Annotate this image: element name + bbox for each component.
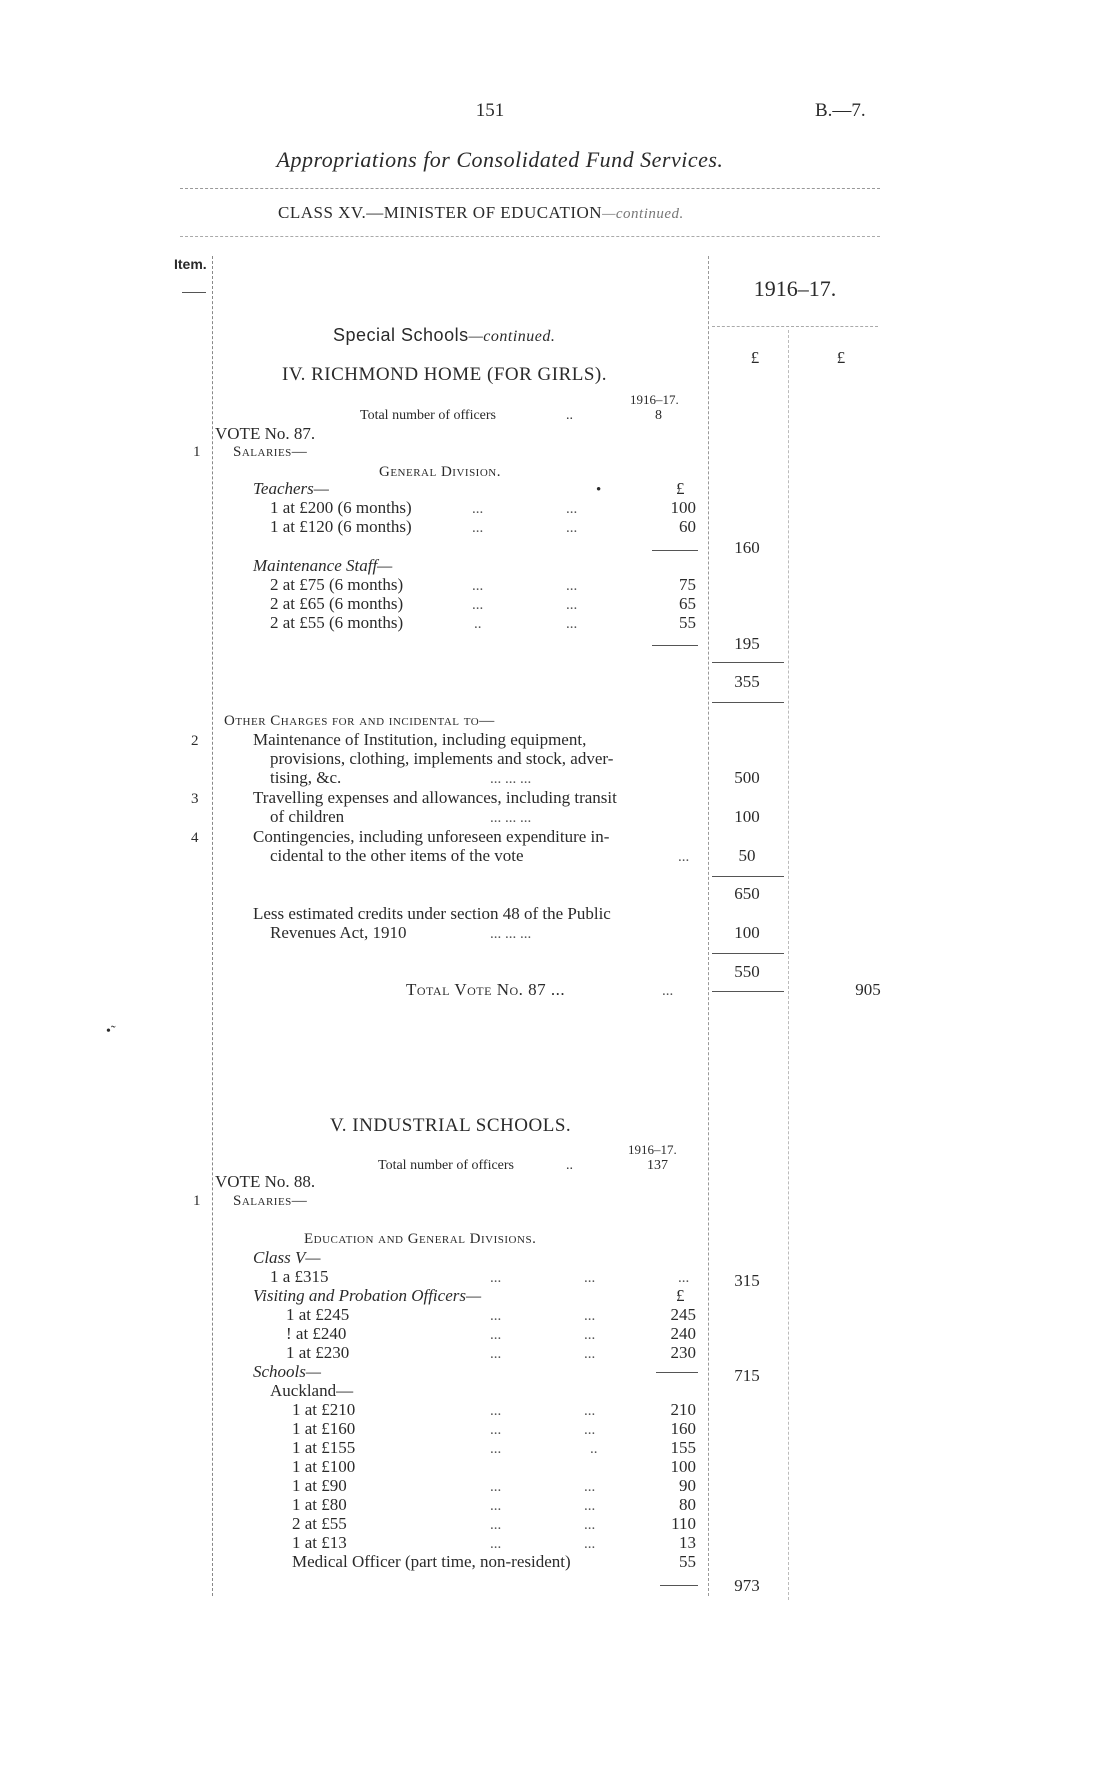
pound-column-1-header: £ [750,348,760,367]
auckland-row-7-dots-b: ... [584,1517,596,1533]
officers-dots-88: .. [566,1158,573,1173]
visiting-row-2-dots-b: ... [584,1327,596,1343]
item-number-3: 3 [191,791,199,807]
medical-officer-amount: 55 [679,1552,696,1571]
maintenance-row-1-dots-b: ... [566,578,578,594]
section-v-title: V. INDUSTRIAL SCHOOLS. [330,1115,572,1136]
class-v-row-label: 1 a £315 [270,1267,329,1286]
auckland-row-5-label: 1 at £90 [292,1476,347,1495]
less-credits-amount: 100 [734,923,760,942]
auckland-row-7-amount: 110 [671,1514,696,1533]
visiting-row-2-dots-a: ... [490,1327,502,1343]
net-charges-rule [712,953,784,954]
auckland-row-2-dots-a: ... [490,1422,502,1438]
teachers-pound-sign: £ [676,479,685,498]
vote-87-heading: VOTE No. 87. [215,424,316,443]
less-credits-line-1: Less estimated credits under section 48 of the Public [253,904,611,923]
auckland-row-5-dots-b: ... [584,1479,596,1495]
item-2-line-3: tising, &c. [270,768,342,787]
maintenance-row-1-amount: 75 [679,575,696,594]
auckland-row-8-label: 1 at £13 [292,1533,347,1552]
auckland-row-5-dots-a: ... [490,1479,502,1495]
item-2-dots: ... ... ... [490,771,532,787]
auckland-row-5-amount: 90 [679,1476,696,1495]
item-3-amount: 100 [734,807,760,826]
auckland-sum-rule [660,1585,698,1586]
class-rule [180,236,880,237]
item-number-1: 1 [193,444,201,460]
item-4-dots: ... [678,849,690,865]
visiting-pound-sign: £ [676,1286,685,1305]
visiting-sum-rule [656,1372,698,1373]
teacher-row-2-dots-b: ... [566,520,578,536]
class-v-row-dots-a: ... [490,1270,502,1286]
auckland-row-6-dots-b: ... [584,1498,596,1514]
item-column-header: Item. [174,256,207,272]
auckland-row-8-dots-b: ... [584,1536,596,1552]
officers-dots-87: .. [566,408,573,423]
maintenance-row-2-label: 2 at £65 (6 months) [270,594,404,613]
total-vote-87-amount: 905 [855,980,881,999]
visiting-row-2-amount: 240 [670,1324,696,1343]
item-number-1-vote-88: 1 [193,1193,201,1209]
auckland-row-1-dots-b: ... [584,1403,596,1419]
maintenance-row-3-dots-b: ... [566,616,578,632]
auckland-row-1-dots-a: ... [490,1403,502,1419]
visiting-row-3-label: 1 at £230 [286,1343,350,1362]
salaries-label-88: Salaries— [233,1193,308,1209]
auckland-row-3-label: 1 at £155 [292,1438,356,1457]
teacher-row-2-amount: 60 [679,517,696,536]
teacher-row-1-amount: 100 [670,498,696,517]
teachers-sum-rule [652,550,698,551]
vote-88-heading: VOTE No. 88. [215,1172,316,1191]
other-charges-heading: Other Charges for and incidental to— [224,713,495,729]
maintenance-total: 195 [734,634,760,653]
class-v-heading: Class V— [253,1248,321,1267]
teacher-row-2-label: 1 at £120 (6 months) [270,517,412,536]
total-vote-87-dots: ... [662,983,674,999]
maintenance-row-2-dots-a: ... [472,597,484,613]
officers-count-87: 8 [655,408,662,423]
teachers-bullet: • [596,482,602,498]
running-title: Appropriations for Consolidated Fund Services. [276,147,724,172]
visiting-row-3-amount: 230 [670,1343,696,1362]
special-schools-continued: —continued. [468,328,556,345]
maintenance-row-2-dots-b: ... [566,597,578,613]
auckland-row-3-dots-a: ... [490,1441,502,1457]
class-v-row-dots-b: ... [584,1270,596,1286]
class-continued: —continued. [602,206,684,222]
item-number-2: 2 [191,733,199,749]
maintenance-row-3-amount: 55 [679,613,696,632]
item-4-line-1: Contingencies, including unforeseen expenditure in- [253,827,610,846]
auckland-row-2-amount: 160 [670,1419,696,1438]
class-title: CLASS XV.—MINISTER OF EDUCATION [278,203,603,222]
item-4-amount: 50 [738,846,756,865]
item-3-dots: ... ... ... [490,810,532,826]
teacher-row-2-dots-a: ... [472,520,484,536]
auckland-row-6-label: 1 at £80 [292,1495,347,1514]
auckland-row-4-label: 1 at £100 [292,1457,356,1476]
maintenance-row-1-dots-a: ... [472,578,484,594]
class-v-row-dots-c: ... [678,1270,690,1286]
auckland-row-7-label: 2 at £55 [292,1514,347,1533]
maintenance-row-3-dots-a: .. [474,616,482,632]
officers-year-88: 1916–17. [628,1142,677,1157]
salaries-label-87: Salaries— [233,444,308,460]
year-column-header: 1916–17. [753,276,837,301]
visiting-row-1-amount: 245 [670,1305,696,1324]
teacher-row-1-dots-b: ... [566,501,578,517]
teacher-row-1-label: 1 at £200 (6 months) [270,498,412,517]
visiting-row-3-dots-a: ... [490,1346,502,1362]
page-number: 151 [475,100,505,121]
section-iv-title: IV. RICHMOND HOME (FOR GIRLS). [282,364,608,385]
other-charges-subtotal: 650 [734,884,760,903]
maintenance-staff-heading: Maintenance Staff— [253,556,393,575]
item-4-line-2: cidental to the other items of the vote [270,846,524,865]
header-rule [180,188,880,189]
auckland-row-3-dots-b: .. [590,1441,598,1457]
officers-year-87: 1916–17. [630,392,679,407]
class-v-amount: 315 [734,1271,760,1290]
item-2-line-2: provisions, clothing, implements and stock, adver- [270,749,614,768]
auckland-row-1-amount: 210 [670,1400,696,1419]
visiting-row-3-dots-b: ... [584,1346,596,1362]
item-column-divider [212,256,213,1596]
maintenance-row-2-amount: 65 [679,594,696,613]
print-speck-mark: •̃ [106,1024,111,1039]
teachers-heading: Teachers— [253,479,329,498]
salaries-sum-rule [712,662,784,663]
teachers-total: 160 [734,538,760,557]
amount-subcolumn-divider [788,330,789,1600]
salaries-total-rule [712,702,784,703]
item-3-line-2: of children [270,807,345,826]
schools-heading: Schools— [253,1362,321,1381]
net-other-charges: 550 [734,962,760,981]
medical-officer-label: Medical Officer (part time, non-resident) [292,1552,571,1571]
education-general-divisions-heading: Education and General Divisions. [304,1231,537,1247]
general-division-heading: General Division. [379,464,501,480]
auckland-row-3-amount: 155 [670,1438,696,1457]
other-charges-sum-rule [712,876,784,877]
item-2-line-1: Maintenance of Institution, including equipment, [253,730,587,749]
officers-label-87: Total number of officers [360,408,496,423]
auckland-row-6-amount: 80 [679,1495,696,1514]
auckland-row-7-dots-a: ... [490,1517,502,1533]
auckland-row-8-dots-a: ... [490,1536,502,1552]
special-schools-heading [333,325,555,346]
maintenance-row-1-label: 2 at £75 (6 months) [270,575,404,594]
auckland-row-2-dots-b: ... [584,1422,596,1438]
auckland-row-4-amount: 100 [670,1457,696,1476]
item-number-4: 4 [191,830,199,846]
item-3-line-1: Travelling expenses and allowances, including transit [253,788,617,807]
maintenance-sum-rule [652,645,698,646]
visiting-row-2-label: ! at £240 [286,1324,347,1343]
vote-87-total-rule [712,991,784,992]
item-header-rule [182,292,206,293]
visiting-officers-heading: Visiting and Probation Officers— [253,1286,482,1305]
class-heading [278,203,684,224]
less-credits-dots: ... ... ... [490,926,532,942]
visiting-total: 715 [734,1366,760,1385]
visiting-row-1-dots-a: ... [490,1308,502,1324]
total-vote-87-label: Total Vote No. 87 ... [406,980,566,999]
auckland-row-8-amount: 13 [679,1533,696,1552]
special-schools-label: Special Schools [333,325,469,345]
auckland-row-2-label: 1 at £160 [292,1419,356,1438]
amount-column-divider [708,256,709,1596]
salaries-total-87: 355 [734,672,760,691]
officers-label-88: Total number of officers [378,1158,514,1173]
teacher-row-1-dots-a: ... [472,501,484,517]
less-credits-line-2: Revenues Act, 1910 [270,923,407,942]
auckland-heading: Auckland— [270,1381,354,1400]
auckland-row-1-label: 1 at £210 [292,1400,356,1419]
pound-column-2-header: £ [836,348,846,367]
officers-count-88: 137 [647,1158,668,1173]
visiting-row-1-dots-b: ... [584,1308,596,1324]
auckland-total: 973 [734,1576,760,1595]
year-header-rule [712,326,878,327]
document-reference: B.—7. [815,100,866,121]
visiting-row-1-label: 1 at £245 [286,1305,350,1324]
maintenance-row-3-label: 2 at £55 (6 months) [270,613,404,632]
item-2-amount: 500 [734,768,760,787]
auckland-row-6-dots-a: ... [490,1498,502,1514]
